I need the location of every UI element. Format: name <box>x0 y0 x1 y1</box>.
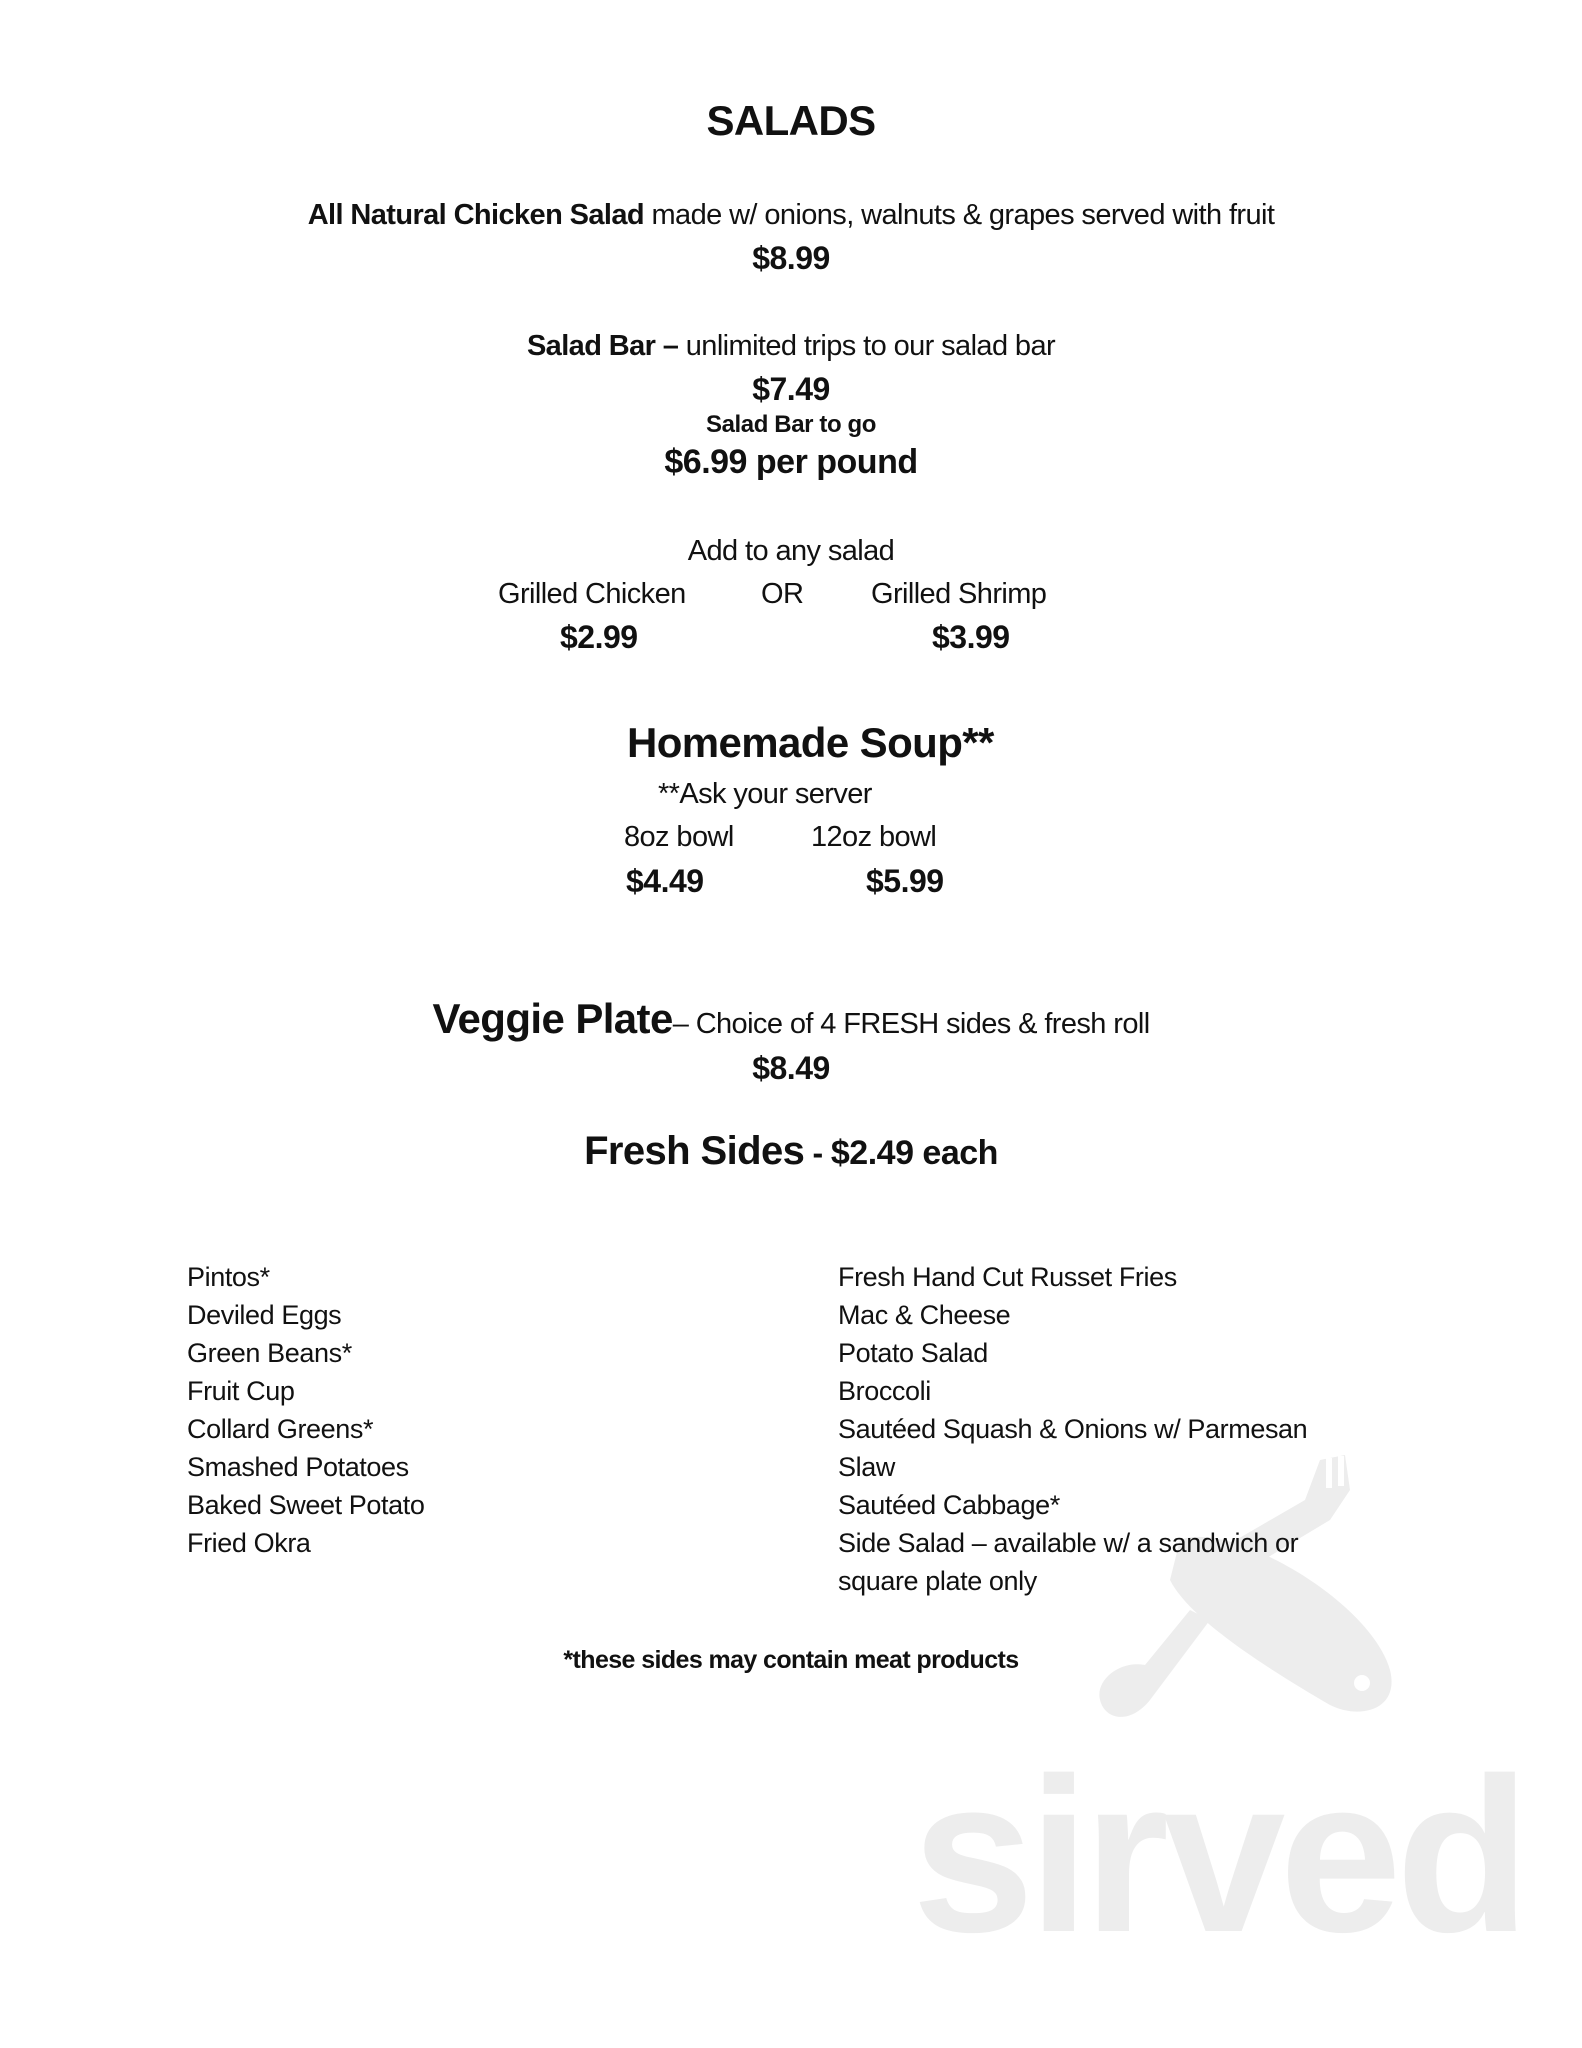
chicken-salad-description: made w/ onions, walnuts & grapes served with fruit <box>651 199 1275 231</box>
soup-title: Homemade Soup** <box>627 719 994 766</box>
list-item: Sautéed Cabbage* <box>838 1490 1060 1520</box>
salad-bar-description: unlimited trips to our salad bar <box>685 330 1056 362</box>
soup-price-8oz: $4.49 <box>626 863 704 899</box>
add-ons-label: Add to any salad <box>687 535 895 567</box>
veggie-plate-name: Veggie Plate <box>432 995 673 1042</box>
add-on-shrimp: Grilled Shrimp <box>871 578 1047 610</box>
list-item: Potato Salad <box>838 1338 988 1368</box>
salads-title: SALADS <box>706 97 876 144</box>
chicken-salad-name: All Natural Chicken Salad <box>307 199 645 231</box>
add-on-shrimp-price: $3.99 <box>932 619 1010 655</box>
list-item: Collard Greens* <box>187 1414 374 1444</box>
veggie-plate-description: – Choice of 4 FRESH sides & fresh roll <box>672 1008 1150 1040</box>
list-item: Fresh Hand Cut Russet Fries <box>838 1262 1177 1292</box>
veggie-plate-line <box>0 994 1582 1044</box>
salad-bar-name: Salad Bar – <box>526 330 679 362</box>
list-item: Side Salad – available w/ a sandwich or <box>838 1528 1299 1558</box>
fresh-sides-title: Fresh Sides <box>584 1129 805 1173</box>
salad-bar-to-go-price: $6.99 per pound <box>664 443 918 481</box>
list-item: Broccoli <box>838 1376 931 1406</box>
fresh-sides-separator: - <box>804 1135 831 1171</box>
sirved-watermark: sirved <box>912 1732 1525 1978</box>
list-item: square plate only <box>838 1566 1037 1596</box>
salad-bar-to-go-label: Salad Bar to go <box>705 411 877 438</box>
fresh-sides-price: $2.49 each <box>830 1134 998 1172</box>
chicken-salad-price: $8.99 <box>752 240 830 276</box>
salad-bar-line <box>0 329 1582 364</box>
sides-list-left <box>187 1258 424 1562</box>
list-item: Slaw <box>838 1452 895 1482</box>
list-item: Deviled Eggs <box>187 1300 342 1330</box>
soup-size-8oz: 8oz bowl <box>624 821 734 853</box>
fresh-sides-title-line <box>0 1127 1582 1175</box>
list-item: Pintos* <box>187 1262 270 1292</box>
list-item: Baked Sweet Potato <box>187 1490 425 1520</box>
veggie-plate-price: $8.49 <box>752 1050 830 1086</box>
add-on-or: OR <box>761 578 804 610</box>
sides-list-right <box>838 1258 1307 1600</box>
soup-size-12oz: 12oz bowl <box>811 821 937 853</box>
soup-note: **Ask your server <box>658 778 872 810</box>
soup-price-12oz: $5.99 <box>866 863 944 899</box>
salad-bar-price: $7.49 <box>752 371 830 407</box>
chicken-salad-line <box>0 198 1582 233</box>
list-item: Smashed Potatoes <box>187 1452 409 1482</box>
list-item: Mac & Cheese <box>838 1300 1011 1330</box>
add-on-chicken-price: $2.99 <box>560 619 638 655</box>
list-item: Sautéed Squash & Onions w/ Parmesan <box>838 1414 1308 1444</box>
list-item: Fried Okra <box>187 1528 311 1558</box>
add-on-chicken: Grilled Chicken <box>498 578 686 610</box>
list-item: Green Beans* <box>187 1338 352 1368</box>
footnote: *these sides may contain meat products <box>563 1646 1019 1674</box>
list-item: Fruit Cup <box>187 1376 295 1406</box>
